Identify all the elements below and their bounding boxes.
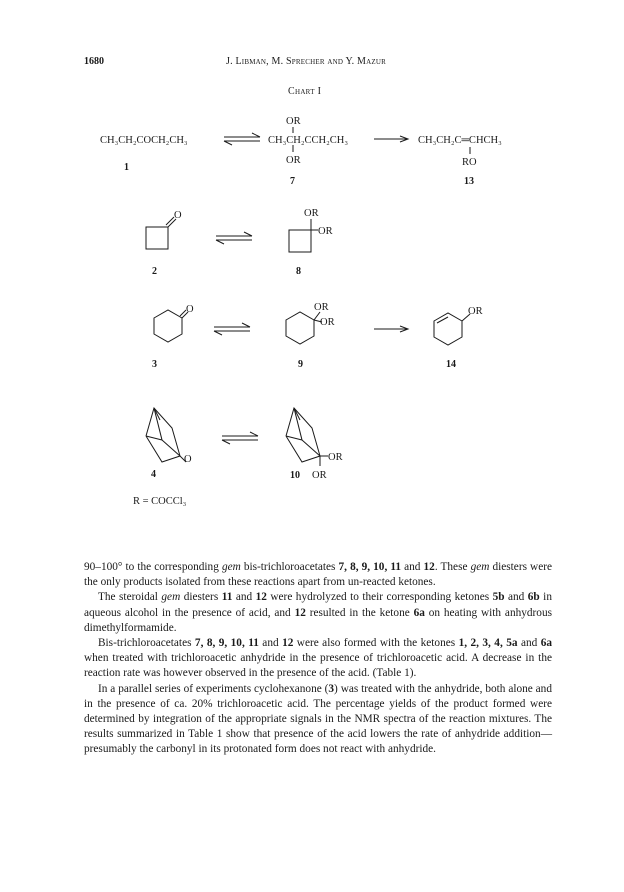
cyclobutane-ring-8: [289, 230, 311, 252]
equilibrium-arrowhead-2: [244, 232, 252, 236]
ketone-3-oxygen: O: [186, 304, 194, 315]
bicyclic-ring-10: [286, 408, 320, 462]
diester-8-side: OR: [318, 226, 333, 237]
diester-7-label: 7: [290, 176, 295, 187]
ketone-4-label: 4: [151, 469, 156, 480]
chart-title: Chart I: [288, 86, 322, 97]
paragraph-3: Bis-trichloroacetates 7, 8, 9, 10, 11 and 12 were also formed with the ketones 1, 2, 3, 4, 5a and 6a when treated with trichloroacetic anhydride in the presence of trichloroacetic acid. A decrease in the reaction rate was however observed in the presence of the acid. (Table 1).: [84, 637, 552, 680]
body-text: [84, 560, 552, 758]
equilibrium-arrowhead-1b: [224, 141, 232, 145]
equilibrium-arrowhead-4: [250, 432, 258, 436]
diester-7-bottom: OR: [286, 155, 301, 166]
ketone-2-oxygen: O: [174, 210, 182, 221]
ketone-2-label: 2: [152, 266, 157, 277]
enol-14-sub: OR: [468, 306, 483, 317]
paragraph-4: In a parallel series of experiments cyclohexanone (3) was treated with the anhydride, both alone and in the presence of ca. 20% trichloroacetic acid. The percentage yields of the product formed were determined by integration of the appropriate signals in the NMR spectra of the reaction mixtures. The results summarized in Table 1 show that presence of the acid lowers the rate of anhydride addition—presumably the carbonyl in its protonated form does not react with anhydride.: [84, 682, 552, 756]
equilibrium-arrowhead-3b: [214, 331, 222, 335]
enol-13-formula: CH₃CH₂C═CHCH₃: [418, 135, 502, 146]
diester-9-top: OR: [314, 302, 329, 313]
ketone-4-oxygen: O: [184, 454, 192, 465]
equilibrium-arrowhead-1: [252, 133, 260, 137]
running-head: J. Libman, M. Sprecher and Y. Mazur: [226, 56, 386, 67]
equilibrium-arrowhead-3: [242, 323, 250, 327]
paragraph-2: The steroidal gem diesters 11 and 12 were hydrolyzed to their corresponding ketones 5b and 6b in aqueous alcohol in the presence of acid, and 12 resulted in the ketone 6a on heating with anhydrous dimethylformamide.: [84, 591, 552, 634]
diester-10-bottom: OR: [312, 470, 327, 481]
paragraph-1: 90–100° to the corresponding gem bis-trichloroacetates 7, 8, 9, 10, 11 and 12. These gem diesters were the only products isolated from these reactions apart from un-reacted ketones.: [84, 561, 552, 589]
page-number: 1680: [84, 56, 104, 67]
cyclohexene-ring-14: [434, 313, 462, 345]
equilibrium-arrowhead-4b: [222, 440, 230, 444]
carbonyl-bond-2b: [166, 217, 174, 225]
enol-14-label: 14: [446, 359, 456, 370]
diester-8-top: OR: [304, 208, 319, 219]
r-group-definition: R = COCCl₃: [133, 496, 187, 507]
ketone-3-label: 3: [152, 359, 157, 370]
cyclohexane-ring-3: [154, 310, 182, 342]
diester-9-label: 9: [298, 359, 303, 370]
enol-13-label: 13: [464, 176, 474, 187]
diester-7-top: OR: [286, 116, 301, 127]
diester-7-formula: CH₃CH₂CCH₂CH₃: [268, 135, 348, 146]
enol-13-sub: RO: [462, 157, 477, 168]
cyclohexane-ring-9: [286, 312, 314, 344]
diester-10-side: OR: [328, 452, 343, 463]
diester-10-label: 10: [290, 470, 300, 481]
cyclobutane-ring-2: [146, 227, 168, 249]
bicyclic-ring-4: [146, 408, 180, 462]
diester-9-side: OR: [320, 317, 335, 328]
diester-8-label: 8: [296, 266, 301, 277]
equilibrium-arrowhead-2b: [216, 240, 224, 244]
ketone-1-formula: CH₃CH₂COCH₂CH₃: [100, 135, 188, 146]
ketone-1-label: 1: [124, 162, 129, 173]
